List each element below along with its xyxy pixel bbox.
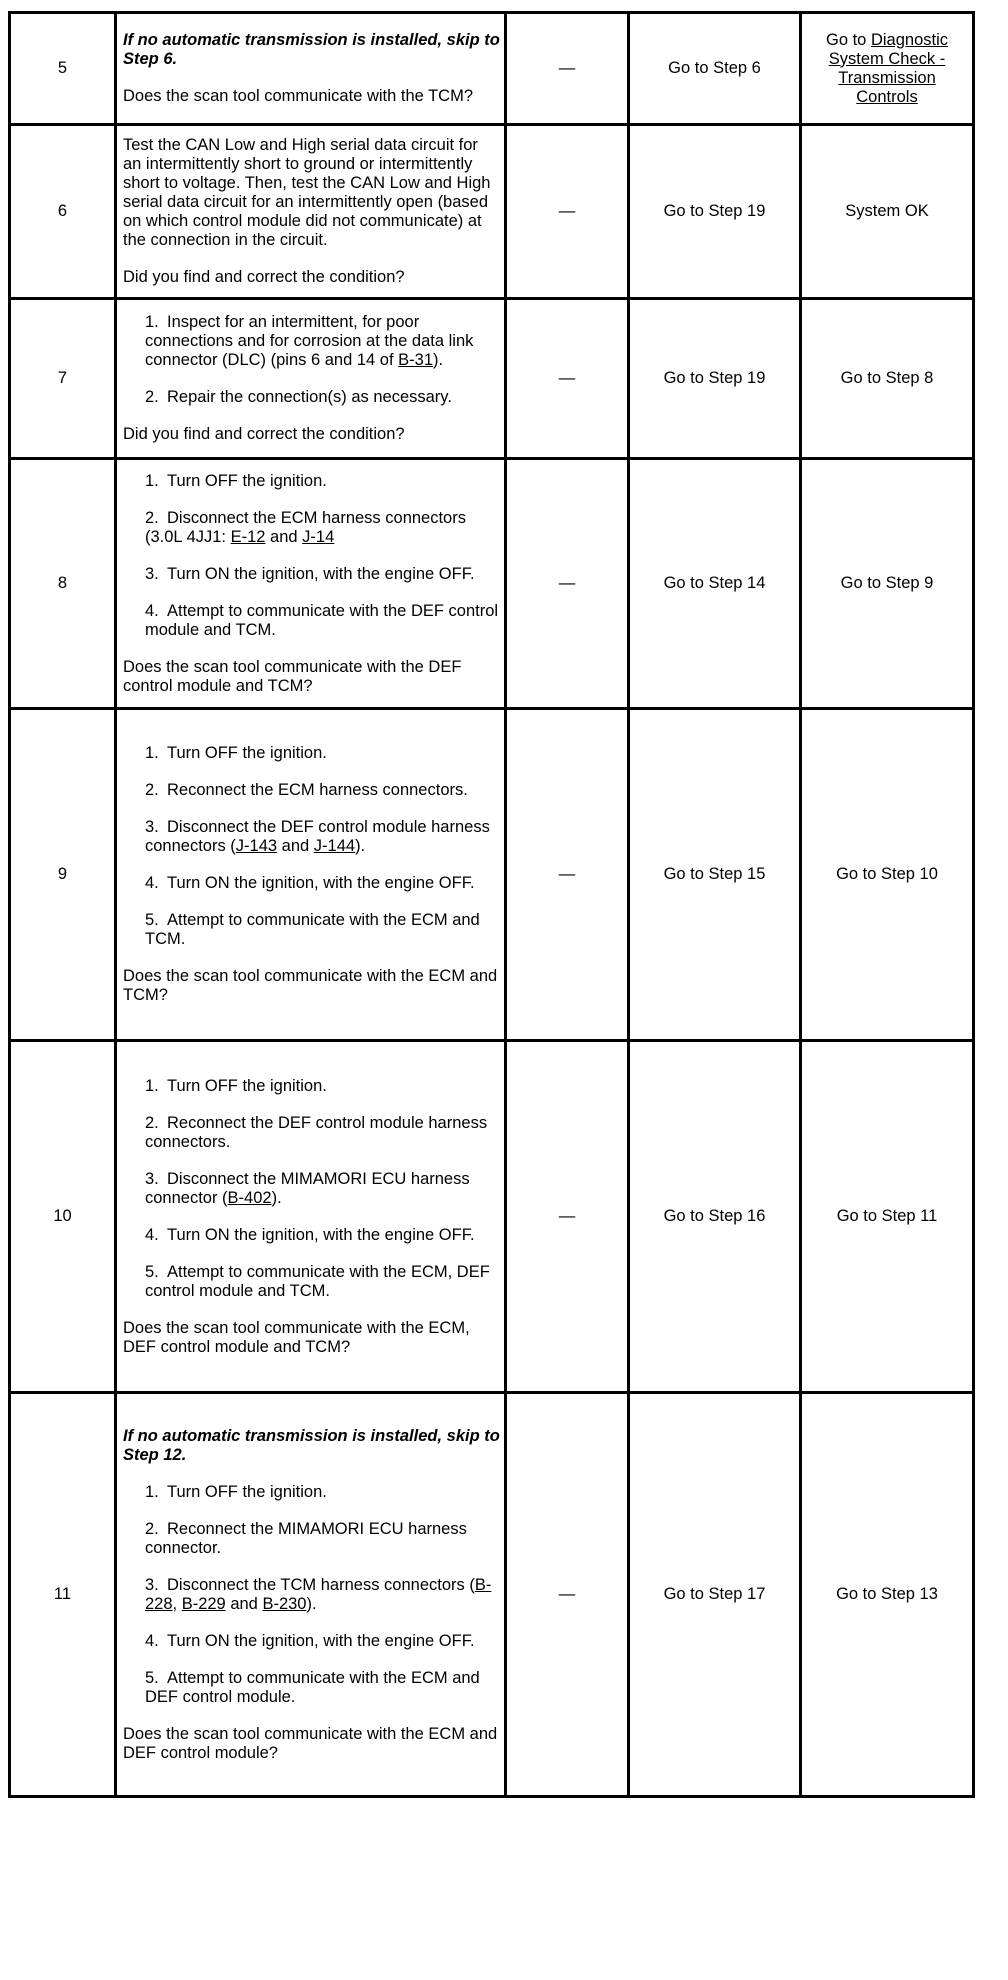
action-cell — [116, 13, 506, 125]
diagnostic-system-check-link[interactable]: System Check - — [828, 49, 946, 68]
list-item: 3. Disconnect the MIMAMORI ECU harness connector (B-402). — [145, 1169, 470, 1207]
action-cell — [116, 1041, 506, 1393]
table-row — [10, 125, 974, 299]
question-text: Does the scan tool communicate with the ECM and TCM? — [123, 967, 498, 1004]
no-result: Go to Step 13 — [801, 1393, 974, 1797]
value-cell: — — [506, 459, 629, 709]
list-item: 2. Reconnect the MIMAMORI ECU harness connector. — [145, 1519, 467, 1557]
list-item: 2. Reconnect the DEF control module harness connectors. — [145, 1113, 488, 1151]
no-result: System OK — [801, 125, 974, 299]
connector-link-b-228[interactable]: B-228 — [145, 1575, 492, 1613]
question-text: Did you find and correct the condition? — [123, 425, 405, 443]
table-row — [10, 299, 974, 459]
no-result: Go to Step 8 — [801, 299, 974, 459]
list-item: 5. Attempt to communicate with the ECM, DEF control module and TCM. — [145, 1262, 490, 1300]
yes-result: Go to Step 19 — [629, 299, 801, 459]
question-text: Does the scan tool communicate with the ECM and DEF control module? — [123, 1724, 498, 1762]
diagnostic-system-check-link[interactable]: Diagnostic — [870, 30, 948, 49]
action-cell — [116, 299, 506, 459]
list-item: 1. Turn OFF the ignition. — [145, 1482, 327, 1501]
connector-link-b-230[interactable]: B-230 — [262, 1594, 307, 1613]
list-item: 3. Disconnect the TCM harness connectors (B-228, B-229 and B-230). — [145, 1575, 492, 1613]
no-result — [801, 13, 974, 125]
connector-link-b-31[interactable]: B-31 — [398, 351, 433, 369]
diagnostic-system-check-link[interactable]: Transmission — [838, 68, 936, 87]
value-cell: — — [506, 1041, 629, 1393]
connector-link-j-143[interactable]: J-143 — [235, 837, 278, 855]
diagnostic-steps-table — [8, 11, 975, 1798]
list-item: 1. Turn OFF the ignition. — [145, 744, 327, 762]
table-row — [10, 13, 974, 125]
yes-result: Go to Step 17 — [629, 1393, 801, 1797]
list-item: 2. Reconnect the ECM harness connectors. — [145, 781, 468, 799]
diagnostic-system-check-link[interactable]: Controls — [856, 87, 918, 106]
action-cell — [116, 459, 506, 709]
table-row — [10, 709, 974, 1041]
table-row — [10, 1041, 974, 1393]
yes-result: Go to Step 16 — [629, 1041, 801, 1393]
no-result-prefix: Go to — [826, 30, 867, 49]
step-number: 7 — [10, 299, 116, 459]
value-cell: — — [506, 299, 629, 459]
list-item: 3. Turn ON the ignition, with the engine OFF. — [145, 564, 475, 583]
no-result: Go to Step 11 — [801, 1041, 974, 1393]
warning-note: If no automatic transmission is installed, skip to Step 6. — [123, 31, 500, 68]
question-text: Does the scan tool communicate with the TCM? — [123, 87, 474, 105]
question-text: Does the scan tool communicate with the ECM, DEF control module and TCM? — [123, 1318, 470, 1356]
list-item: 3. Disconnect the DEF control module harness connectors (J-143 and J-144). — [145, 818, 490, 855]
list-item: 1. Turn OFF the ignition. — [145, 471, 327, 490]
step-number: 8 — [10, 459, 116, 709]
table-row — [10, 1393, 974, 1797]
value-cell: — — [506, 709, 629, 1041]
list-item: 2. Repair the connection(s) as necessary. — [145, 388, 452, 406]
connector-link-j-144[interactable]: J-144 — [313, 837, 356, 855]
question-text: Did you find and correct the condition? — [123, 268, 405, 286]
question-text: Does the scan tool communicate with the DEF control module and TCM? — [123, 657, 462, 695]
step-number: 10 — [10, 1041, 116, 1393]
connector-link-j-14[interactable]: J-14 — [302, 527, 335, 546]
procedure-list — [123, 744, 500, 949]
list-item: 5. Attempt to communicate with the ECM and TCM. — [145, 911, 480, 948]
no-result: Go to Step 10 — [801, 709, 974, 1041]
action-cell — [116, 709, 506, 1041]
step-number: 11 — [10, 1393, 116, 1797]
table-row — [10, 459, 974, 709]
instruction-paragraph: Test the CAN Low and High serial data circuit for an intermittently short to ground or intermittently short to voltage. Then, test the CAN Low and High serial data circuit for an intermittently open (based on which control module did not communicate) at the connection in the circuit. — [123, 136, 491, 249]
action-cell — [116, 1393, 506, 1797]
list-item: 5. Attempt to communicate with the ECM and DEF control module. — [145, 1668, 480, 1706]
step-number: 6 — [10, 125, 116, 299]
procedure-list — [123, 313, 500, 407]
yes-result: Go to Step 14 — [629, 459, 801, 709]
procedure-list — [123, 1483, 500, 1707]
value-cell: — — [506, 1393, 629, 1797]
value-cell: — — [506, 125, 629, 299]
yes-result: Go to Step 6 — [629, 13, 801, 125]
warning-note: If no automatic transmission is installed, skip to Step 12. — [123, 1426, 500, 1464]
yes-result: Go to Step 15 — [629, 709, 801, 1041]
connector-link-b-402[interactable]: B-402 — [227, 1188, 272, 1207]
list-item: 1. Inspect for an intermittent, for poor connections and for corrosion at the data link connector (DLC) (pins 6 and 14 of B-31). — [145, 313, 474, 369]
action-cell — [116, 125, 506, 299]
connector-link-e-12[interactable]: E-12 — [230, 527, 266, 546]
step-number: 9 — [10, 709, 116, 1041]
list-item: 4. Turn ON the ignition, with the engine OFF. — [145, 1225, 475, 1244]
value-cell: — — [506, 13, 629, 125]
no-result: Go to Step 9 — [801, 459, 974, 709]
procedure-list — [123, 1077, 500, 1301]
list-item: 1. Turn OFF the ignition. — [145, 1076, 327, 1095]
yes-result: Go to Step 19 — [629, 125, 801, 299]
connector-link-b-229[interactable]: B-229 — [181, 1594, 226, 1613]
step-number: 5 — [10, 13, 116, 125]
list-item: 2. Disconnect the ECM harness connectors (3.0L 4JJ1: E-12 and J-14 — [145, 508, 466, 546]
procedure-list — [123, 472, 500, 640]
list-item: 4. Turn ON the ignition, with the engine OFF. — [145, 1631, 475, 1650]
list-item: 4. Attempt to communicate with the DEF control module and TCM. — [145, 601, 499, 639]
list-item: 4. Turn ON the ignition, with the engine OFF. — [145, 874, 475, 892]
